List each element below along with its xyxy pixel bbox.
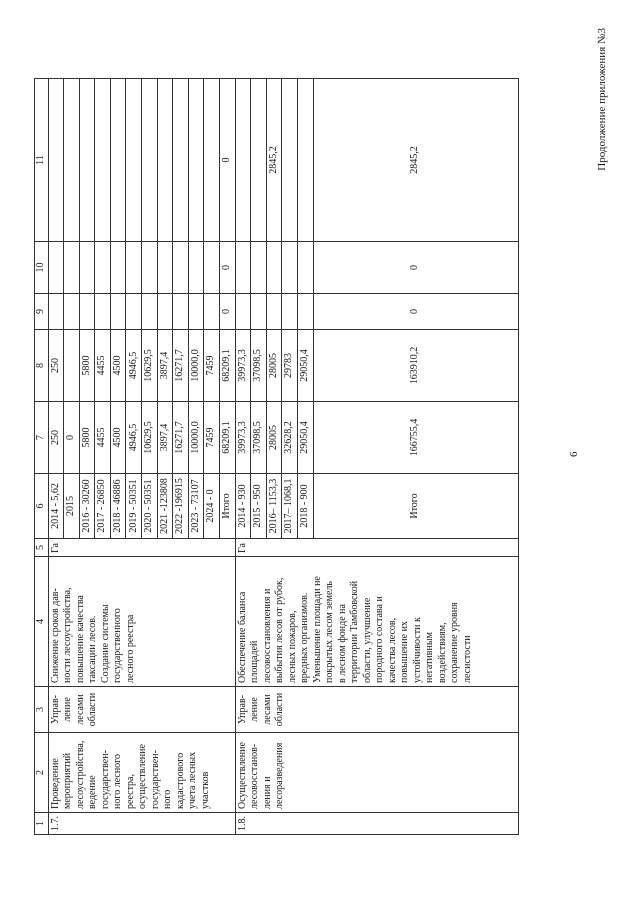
col7-total: 68209,1 [220, 402, 236, 474]
col-header: 5 [35, 539, 49, 557]
col7-value: 5800 [79, 402, 95, 474]
col7-value: 37098,5 [251, 402, 267, 474]
expected-result: Снижение сроков дав- ности лесоустройства, повышение качества таксации лесов. Создание системы государственного лесного реестра [48, 557, 235, 687]
program-table [34, 78, 519, 835]
row-1-7 [48, 79, 64, 835]
year-value: 2019 - 50351 [126, 474, 142, 539]
expected-result: Обеспечение баланса площадей лесовосстановления и выбытия лесов от рубок, лесных пожаров, вредных организмов. Уменьшение площади не покрытых лесом земель в лесном фонде на территории Тамбовской области, улучшение породного состава и качества лесов, повышение их устойчивости к негативным воздействиям, сохранение уровня лесистости [235, 557, 518, 687]
col8-value: 10000,0 [188, 330, 204, 402]
col7-value: 10000,0 [188, 402, 204, 474]
col7-value: 0 [64, 402, 80, 474]
col8-value: 4500 [110, 330, 126, 402]
col7-value: 39973,3 [235, 402, 251, 474]
col-header: 1 [35, 813, 49, 835]
col10-total: 0 [220, 242, 236, 294]
col8-total: 68209,1 [220, 330, 236, 402]
year-value: 2015 [64, 474, 80, 539]
grand-total-label: Итого [313, 474, 518, 539]
col7-value: 16271,7 [173, 402, 189, 474]
col8-value: 10629,5 [142, 330, 158, 402]
year-value: 2014 - 5,62 [48, 474, 64, 539]
col7-value: 10629,5 [142, 402, 158, 474]
col-header: 6 [35, 474, 49, 539]
col9-total: 0 [220, 294, 236, 330]
col11-value [48, 79, 64, 242]
unit: Га [48, 539, 235, 557]
col-header: 3 [35, 687, 49, 733]
year-value: 2015 - 950 [251, 474, 267, 539]
col8-value: 37098,5 [251, 330, 267, 402]
col8-value: 16271,7 [173, 330, 189, 402]
year-value: 2017– 1068,1 [282, 474, 298, 539]
year-value: 2024 - 0 [204, 474, 220, 539]
year-value: 2023 - 73107 [188, 474, 204, 539]
row-1-8 [235, 79, 251, 835]
col8-value: 5800 [79, 330, 95, 402]
col7-value: 4500 [110, 402, 126, 474]
col-header: 2 [35, 733, 49, 813]
year-value: 2021 -123808 [157, 474, 173, 539]
year-value: 2020 - 50351 [142, 474, 158, 539]
grand-total-col9: 0 [313, 294, 518, 330]
year-value: 2016– 1153,3 [266, 474, 282, 539]
year-value: 2017 - 26850 [95, 474, 111, 539]
col8-value: 39973,3 [235, 330, 251, 402]
col11-value: 2845,2 [266, 79, 282, 242]
col8-value: 29783 [282, 330, 298, 402]
executor: Управ- ление лесами области [235, 687, 518, 733]
grand-total-col8: 163910,2 [313, 330, 518, 402]
col-header: 9 [35, 294, 49, 330]
col7-value: 29050,4 [298, 402, 314, 474]
col8-value: 250 [48, 330, 64, 402]
page-number: 6 [568, 451, 580, 457]
col7-value: 32628,2 [282, 402, 298, 474]
col-header: 10 [35, 242, 49, 294]
col7-value: 4946,5 [126, 402, 142, 474]
col-header: 4 [35, 557, 49, 687]
col8-value: 4455 [95, 330, 111, 402]
col9-value [48, 294, 64, 330]
col7-value: 3897,4 [157, 402, 173, 474]
row-number: 1.7. [48, 813, 235, 835]
grand-total-col11: 2845,2 [313, 79, 518, 242]
col8-value [64, 330, 80, 402]
year-value: 2018 - 900 [298, 474, 314, 539]
col7-value: 28005 [266, 402, 282, 474]
year-value: 2014 - 930 [235, 474, 251, 539]
col8-value: 28005 [266, 330, 282, 402]
col7-value: 250 [48, 402, 64, 474]
col8-value: 29050,4 [298, 330, 314, 402]
year-value: 2022 -196915 [173, 474, 189, 539]
col-header: 8 [35, 330, 49, 402]
row-number: 1.8. [235, 813, 518, 835]
col-header: 11 [35, 79, 49, 242]
year-value: 2016 - 30260 [79, 474, 95, 539]
col-header: 7 [35, 402, 49, 474]
col8-value: 4946,5 [126, 330, 142, 402]
activity-name: Проведение мероприятий лесоустройства, ведение государствен- ного лесного реестра, осуществление государствен- ного кадастрового учета лесных участков [48, 733, 235, 813]
activity-name: Осуществление лесовосстанов- ления и лесоразведения [235, 733, 518, 813]
total-label: Итого [220, 474, 236, 539]
col10-value [48, 242, 64, 294]
grand-total-col10: 0 [313, 242, 518, 294]
col7-value: 4455 [95, 402, 111, 474]
header-row [35, 79, 49, 835]
year-value: 2018 - 46886 [110, 474, 126, 539]
col7-value: 7459 [204, 402, 220, 474]
col8-value: 3897,4 [157, 330, 173, 402]
unit: Га [235, 539, 518, 557]
grand-total-col7: 166755,4 [313, 402, 518, 474]
col8-value: 7459 [204, 330, 220, 402]
continuation-label: Продолжение приложения №3 [596, 28, 608, 171]
col11-total: 0 [220, 79, 236, 242]
executor: Управ- ление лесами области [48, 687, 235, 733]
